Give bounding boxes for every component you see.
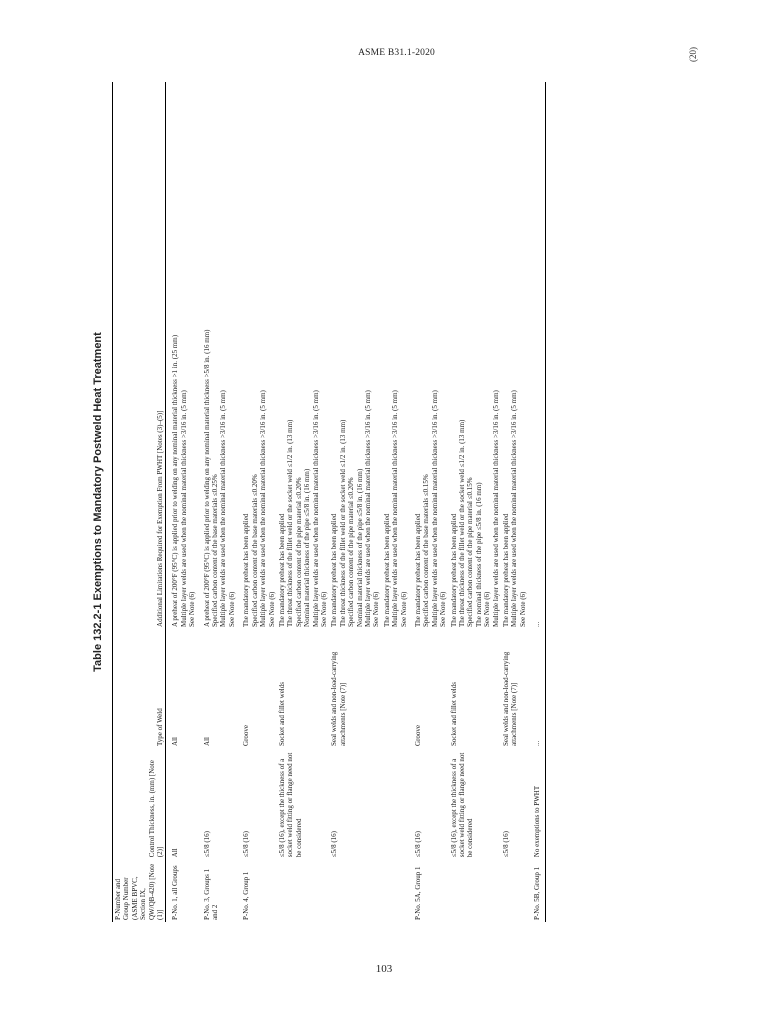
cell-control-thickness: ≤5/8 (16), except the thickness of a socket weld fitting or flange need not be considered <box>449 752 475 858</box>
cell-control-thickness: No exemptions to PWHT <box>528 748 545 859</box>
table-body <box>166 82 545 922</box>
table-row <box>449 82 501 922</box>
cell-pnumber <box>329 859 381 922</box>
limitation-line: Multiple layer welds are used when the nominal material thickness >3/16 in. (5 mm) <box>510 390 519 627</box>
cell-additional-limitations <box>329 82 381 629</box>
limitation-line: Multiple layer welds are used when the nominal material thickness >3/16 in. (5 mm) <box>363 390 372 627</box>
limitation-line: The nominal thickness of the pipe ≤5/8 in. (16 mm) <box>474 482 483 627</box>
cell-type-of-weld: All <box>202 737 211 746</box>
limitation-line: A preheat of 200°F (95°C) is applied prior to welding on any nominal material thickness >1 in. (25 mm) <box>171 334 180 627</box>
limitation-line: Specified carbon content of the pipe material ≤0.20% <box>347 477 356 627</box>
table-row <box>528 82 545 922</box>
cell-control-thickness: ≤5/8 (16), except the thickness of a socket weld fitting or flange need not be considered <box>277 752 303 858</box>
header-pnumber: P-Number and Group Number (ASME BPVC, Section IX, QW/QB-420) [Note (1)] <box>113 859 166 922</box>
limitation-line: The mandatory preheat has been applied <box>277 513 286 627</box>
cell-control-thickness: ≤5/8 (16) <box>414 831 422 858</box>
limitation-line: The throat thickness of the fillet weld or the socket weld ≤1/2 in. (13 mm) <box>338 419 347 627</box>
cell-control-thickness: All <box>171 848 180 858</box>
rotated-table-container <box>92 82 687 922</box>
table-row <box>501 82 528 922</box>
cell-control-thickness: ≤5/8 (16) <box>242 831 251 858</box>
cell-pnumber: P-No. 5A, Group 1 <box>414 866 422 920</box>
cell-pnumber <box>277 859 329 922</box>
cell-additional-limitations <box>277 82 329 629</box>
limitation-line: Specified carbon content of the base materials ≤0.20% <box>250 474 259 627</box>
limitation-line: See Note (6) <box>483 591 492 627</box>
limitation-line: Multiple layer welds are used when the nominal material thickness >3/16 in. (5 mm) <box>391 390 400 627</box>
cell-type-of-weld: All <box>171 737 180 746</box>
cell-additional-limitations <box>449 82 501 629</box>
cell-additional-limitations <box>501 82 528 629</box>
limitation-line: See Note (6) <box>227 591 236 627</box>
table-header-row <box>113 82 166 922</box>
limitation-line: Multiple layer welds are used when the nominal material thickness >3/16 in. (5 mm) <box>430 390 439 627</box>
limitation-line: Specified carbon content of the base materials ≤0.25% <box>211 474 220 627</box>
limitation-line: Specified carbon content of the pipe material ≤0.20% <box>294 477 303 627</box>
cell-additional-limitations <box>382 82 409 629</box>
cell-type-of-weld: Groove <box>414 724 422 746</box>
limitation-line: See Note (6) <box>518 591 527 627</box>
cell-type-of-weld <box>382 629 409 748</box>
limitation-line: Specified carbon content of the pipe material ≤0.15% <box>466 477 475 627</box>
limitation-line: The throat thickness of the fillet weld or the socket weld ≤1/2 in. (13 mm) <box>458 419 467 627</box>
limitation-line: Multiple layer welds are used when the nominal material thickness >3/16 in. (5 mm) <box>179 390 188 627</box>
cell-control-thickness: ≤5/8 (16) <box>202 831 211 858</box>
header-type-of-weld: Type of Weld <box>113 629 166 748</box>
header-additional-limitations: Additional Limitations Required for Exemption From PWHT [Notes (3)–(5)] <box>113 82 166 629</box>
cell-pnumber <box>449 859 501 922</box>
table-row <box>166 82 198 922</box>
limitation-line: Nominal material thickness of the pipe ≤5/8 in. (16 mm) <box>303 468 312 627</box>
limitation-line: The mandatory preheat has been applied <box>242 513 251 627</box>
table-title: Table 132.2-1 Exemptions to Mandatory Postweld Heat Treatment <box>92 332 104 672</box>
limitation-line: The mandatory preheat has been applied <box>382 513 391 627</box>
cell-type-of-weld: Seal welds and non-load-carrying attachments [Note (7)] <box>330 651 347 746</box>
cell-pnumber <box>501 859 528 922</box>
cell-additional-limitations <box>409 82 449 629</box>
cell-additional-limitations <box>166 82 198 629</box>
limitation-line: The mandatory preheat has been applied <box>502 513 511 627</box>
limitation-line: A preheat of 200°F (95°C) is applied prior to welding on any nominal material thickness >5/8 in. (16 mm) <box>202 329 211 627</box>
limitation-line: Multiple layer welds are used when the nominal material thickness >3/16 in. (5 mm) <box>259 390 268 627</box>
cell-pnumber: P-No. 5B, Group 1 <box>528 859 545 922</box>
table-row <box>409 82 449 922</box>
limitation-line: See Note (6) <box>267 591 276 627</box>
pwht-exemptions-table <box>112 82 546 922</box>
limitation-line: See Note (6) <box>319 591 328 627</box>
running-head: ASME B31.1-2020 <box>358 48 435 58</box>
cell-pnumber: P-No. 4, Group 1 <box>242 871 251 920</box>
limitation-line: ... <box>533 621 542 627</box>
page-number: 103 <box>375 963 393 975</box>
limitation-line: Nominal material thickness of the pipe ≤5/8 in. (16 mm) <box>355 468 364 627</box>
cell-pnumber: P-No. 3, Groups 1 and 2 <box>202 868 220 920</box>
table-row <box>237 82 277 922</box>
cell-type-of-weld: Socket and fillet welds <box>449 682 458 746</box>
limitation-line: The mandatory preheat has been applied <box>330 513 339 627</box>
cell-additional-limitations <box>528 82 545 629</box>
edition-marker: (20) <box>688 47 698 62</box>
cell-control-thickness: ≤5/8 (16) <box>330 831 339 858</box>
limitation-line: Multiple layer welds are used when the nominal material thickness >3/16 in. (5 mm) <box>219 390 228 627</box>
table-row <box>382 82 409 922</box>
limitation-line: See Note (6) <box>372 591 381 627</box>
limitation-line: The mandatory preheat has been applied <box>449 513 458 627</box>
cell-control-thickness: ≤5/8 (16) <box>502 831 511 858</box>
header-control-thickness: Control Thickness, in. (mm) [Note (2)] <box>113 748 166 859</box>
cell-pnumber: P-No. 1, all Groups <box>171 865 180 920</box>
limitation-line: See Note (6) <box>188 591 197 627</box>
cell-control-thickness <box>382 748 409 859</box>
cell-additional-limitations <box>237 82 277 629</box>
cell-type-of-weld: ... <box>528 629 545 748</box>
table-row <box>329 82 381 922</box>
limitation-line: See Note (6) <box>399 591 408 627</box>
limitation-line: Specified carbon content of the base materials ≤0.15% <box>422 474 431 627</box>
limitation-line: Multiple layer welds are used when the nominal material thickness >3/16 in. (5 mm) <box>491 390 500 627</box>
limitation-line: Multiple layer welds are used when the nominal material thickness >3/16 in. (5 mm) <box>311 390 320 627</box>
table-row <box>277 82 329 922</box>
cell-type-of-weld: Socket and fillet welds <box>277 682 286 746</box>
limitation-line: The throat thickness of the fillet weld or the socket weld ≤1/2 in. (13 mm) <box>286 419 295 627</box>
limitation-line: The mandatory preheat has been applied <box>414 513 422 627</box>
table-row <box>198 82 238 922</box>
cell-pnumber <box>382 859 409 922</box>
cell-type-of-weld: Groove <box>242 724 251 746</box>
cell-additional-limitations <box>198 82 238 629</box>
limitation-line: See Note (6) <box>439 591 448 627</box>
cell-type-of-weld: Seal welds and non-load-carrying attachments [Note (7)] <box>502 651 519 746</box>
